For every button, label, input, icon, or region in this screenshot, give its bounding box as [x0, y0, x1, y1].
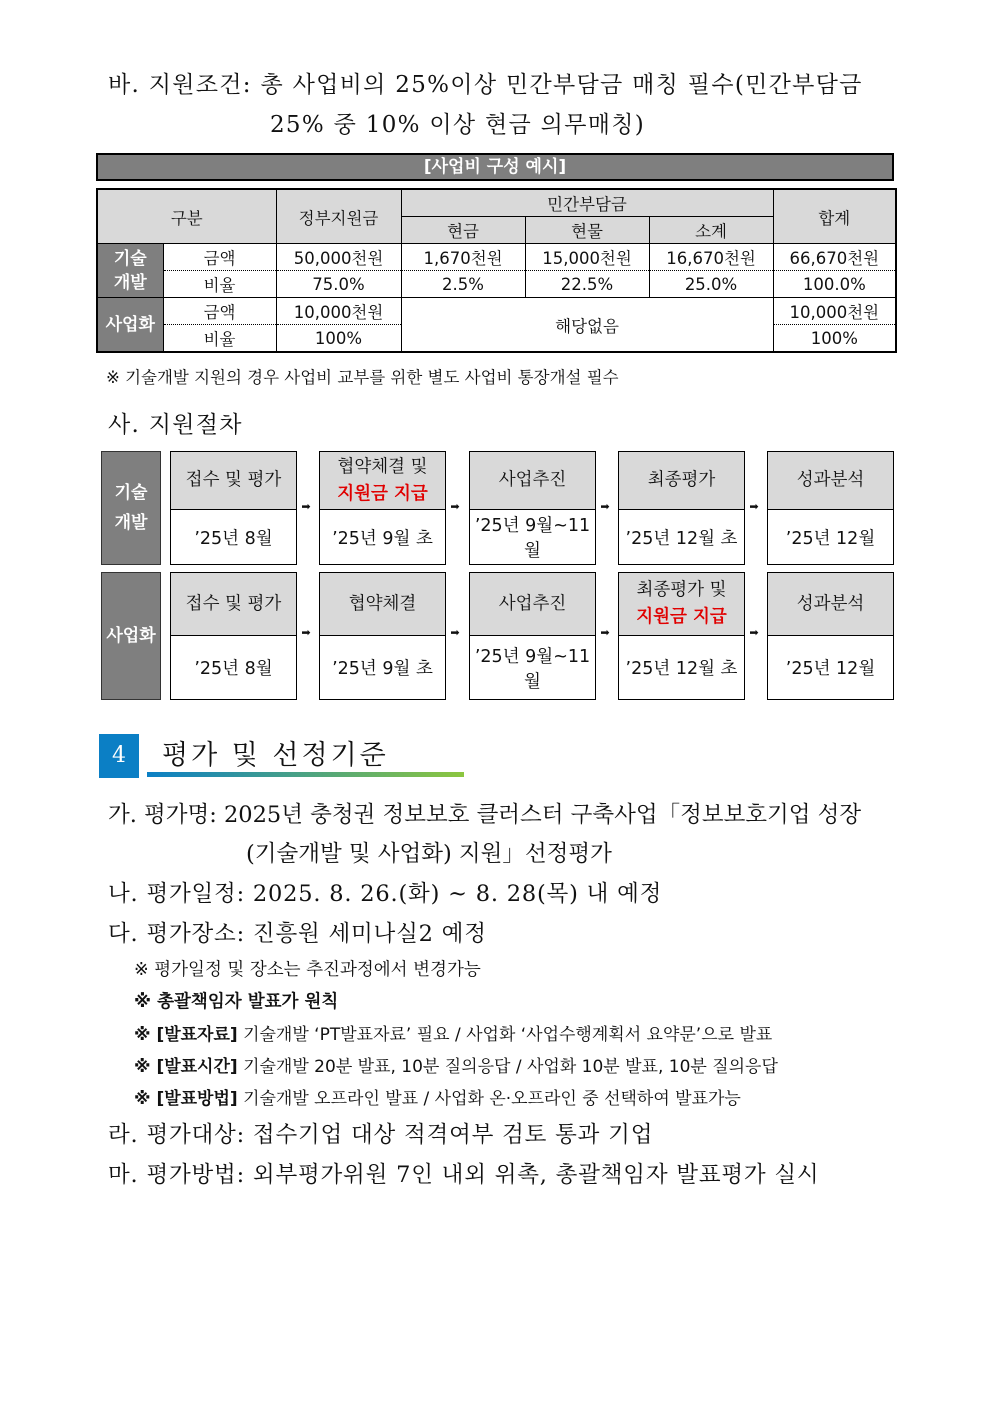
biz-gov-amount: 10,000천원: [276, 298, 401, 325]
flow-arrow-icon: ➡: [600, 500, 610, 513]
flow-step-title: [320, 573, 445, 636]
flow-step-date: ’25년 12월 초: [625, 659, 738, 679]
tech-amount-cell: 15,000천원: [525, 244, 649, 271]
flow-step-tech: [618, 451, 745, 565]
tech-ratio-label: 비율: [163, 271, 276, 298]
flow-step-title: [171, 573, 296, 636]
eval-target: 라. 평가대상: 접수기업 대상 적격여부 검토 통과 기업: [108, 1122, 654, 1148]
eval-note: ※ [발표시간] 기술개발 20분 발표, 10분 질의응답 / 사업화 10분 발표, 10분 질의응답: [134, 1057, 778, 1077]
header-gov: 정부지원금: [276, 189, 401, 244]
flow-step-date: ’25년 8월: [194, 659, 273, 679]
tech-amount-cell: 66,670천원: [773, 244, 896, 271]
flow-step-biz: [767, 572, 894, 700]
tech-amount-cell: 16,670천원: [649, 244, 773, 271]
flow-step-tech: [767, 451, 894, 565]
biz-na-cell: 해당없음: [401, 298, 773, 353]
section-number: 4: [99, 734, 139, 778]
flow-step-title-text: 성과분석: [796, 470, 865, 490]
flow-step-title-text: 최종평가: [647, 470, 716, 490]
eval-name-line-2: (기술개발 및 사업화) 지원」선정평가: [246, 841, 612, 867]
eval-note: ※ [발표방법] 기술개발 오프라인 발표 / 사업화 온·오프라인 중 선택하여 발표가능: [134, 1089, 741, 1109]
flow-step-tech: [469, 451, 596, 565]
flow-step-title: [619, 573, 744, 636]
flow-label-biz: 사업화: [101, 572, 161, 700]
header-subtotal: 소계: [649, 217, 773, 244]
flow-step-title-text: 사업추진: [498, 470, 567, 490]
eval-note: ※ 평가일정 및 장소는 추진과정에서 변경가능: [134, 960, 481, 980]
eval-schedule: 나. 평가일정: 2025. 8. 26.(화) ~ 8. 28(목) 내 예정: [108, 881, 663, 907]
header-category: 구분: [97, 189, 276, 244]
flow-step-date: ’25년 12월: [785, 528, 876, 549]
section-title: 평가 및 선정기준: [162, 740, 389, 771]
group-biz: 사업화: [97, 298, 163, 353]
flow-step-date: ’25년 12월 초: [625, 528, 738, 549]
eval-name-line-1: 가. 평가명: 2025년 충청권 정보보호 클러스터 구축사업「정보보호기업 성장: [108, 802, 862, 828]
flow-step-date: ’25년 9월 초: [332, 528, 433, 549]
cost-table-footnote: ※ 기술개발 지원의 경우 사업비 교부를 위한 별도 사업비 통장개설 필수: [106, 368, 619, 387]
group-tech: 기술 개발: [97, 244, 163, 298]
tech-amount-cell: 1,670천원: [401, 244, 525, 271]
flow-step-date: ’25년 8월: [194, 528, 273, 549]
flow-step-title-highlight: 지원금 지급: [337, 483, 428, 504]
flow-step-title-text: 접수 및 평가: [185, 470, 282, 490]
flow-arrow-icon: ➡: [600, 626, 610, 639]
flow-step-date: ’25년 9월~11월: [474, 646, 591, 692]
eval-note: ※ 총괄책임자 발표가 원칙: [134, 992, 339, 1012]
conditions-line-2: 25% 중 10% 이상 현금 의무매칭): [270, 112, 646, 138]
flow-step-title: [619, 452, 744, 510]
flow-step-title-text: 성과분석: [796, 593, 865, 614]
flow-arrow-icon: ➡: [301, 626, 311, 639]
flow-step-title-text: 접수 및 평가: [185, 593, 282, 614]
flow-step-title: [470, 452, 595, 510]
flow-step-title: [768, 573, 893, 636]
flow-step-title: [320, 452, 445, 510]
eval-place: 다. 평가장소: 진흥원 세미나실2 예정: [108, 921, 487, 947]
flow-arrow-icon: ➡: [749, 626, 759, 639]
flow-arrow-icon: ➡: [301, 500, 311, 513]
flow-arrow-icon: ➡: [749, 500, 759, 513]
flow-step-title: [470, 573, 595, 636]
flow-arrow-icon: ➡: [450, 626, 460, 639]
eval-method: 마. 평가방법: 외부평가위원 7인 내외 위촉, 총괄책임자 발표평가 실시: [108, 1162, 820, 1188]
flow-step-date: ’25년 12월: [785, 659, 876, 679]
tech-ratio-cell: 25.0%: [649, 271, 773, 298]
biz-total-amount: 10,000천원: [773, 298, 896, 325]
header-total: 합계: [773, 189, 896, 244]
tech-amount-label: 금액: [163, 244, 276, 271]
biz-total-ratio: 100%: [773, 325, 896, 353]
biz-amount-label: 금액: [163, 298, 276, 325]
procedure-heading: 사. 지원절차: [108, 412, 243, 438]
flow-step-tech: [170, 451, 297, 565]
flow-step-title-text: 협약체결: [348, 593, 417, 614]
cost-table: [96, 188, 897, 353]
flow-step-title-text: 사업추진: [498, 593, 567, 614]
tech-amount-cell: 50,000천원: [276, 244, 401, 271]
tech-ratio-cell: 100.0%: [773, 271, 896, 298]
flow-step-title: [768, 452, 893, 510]
eval-note: ※ [발표자료] 기술개발 ‘PT발표자료’ 필요 / 사업화 ‘사업수행계획서 요약문’으로 발표: [134, 1025, 773, 1045]
tech-ratio-cell: 75.0%: [276, 271, 401, 298]
header-private: 민간부담금: [401, 189, 773, 217]
conditions-line-1: 바. 지원조건: 총 사업비의 25%이상 민간부담금 매칭 필수(민간부담금: [108, 72, 863, 98]
flow-label-tech: 기술 개발: [101, 451, 161, 565]
flow-step-title-highlight: 지원금 지급: [636, 607, 727, 627]
tech-ratio-cell: 22.5%: [525, 271, 649, 298]
flow-step-title-text: 최종평가 및: [636, 580, 727, 600]
biz-gov-ratio: 100%: [276, 325, 401, 353]
tech-ratio-cell: 2.5%: [401, 271, 525, 298]
header-cash: 현금: [401, 217, 525, 244]
flow-arrow-icon: ➡: [450, 500, 460, 513]
flow-step-biz: [618, 572, 745, 700]
flow-step-tech: [319, 451, 446, 565]
flow-step-title-text: 협약체결 및: [337, 456, 428, 477]
flow-step-biz: [469, 572, 596, 700]
flow-step-title: [171, 452, 296, 510]
flow-step-biz: [170, 572, 297, 700]
flow-step-biz: [319, 572, 446, 700]
flow-step-date: ’25년 9월~11월: [474, 516, 591, 561]
cost-table-title: [사업비 구성 예시]: [96, 153, 894, 181]
flow-step-date: ’25년 9월 초: [332, 659, 433, 679]
section-underline: [147, 772, 464, 777]
header-inkind: 현물: [525, 217, 649, 244]
biz-ratio-label: 비율: [163, 325, 276, 353]
